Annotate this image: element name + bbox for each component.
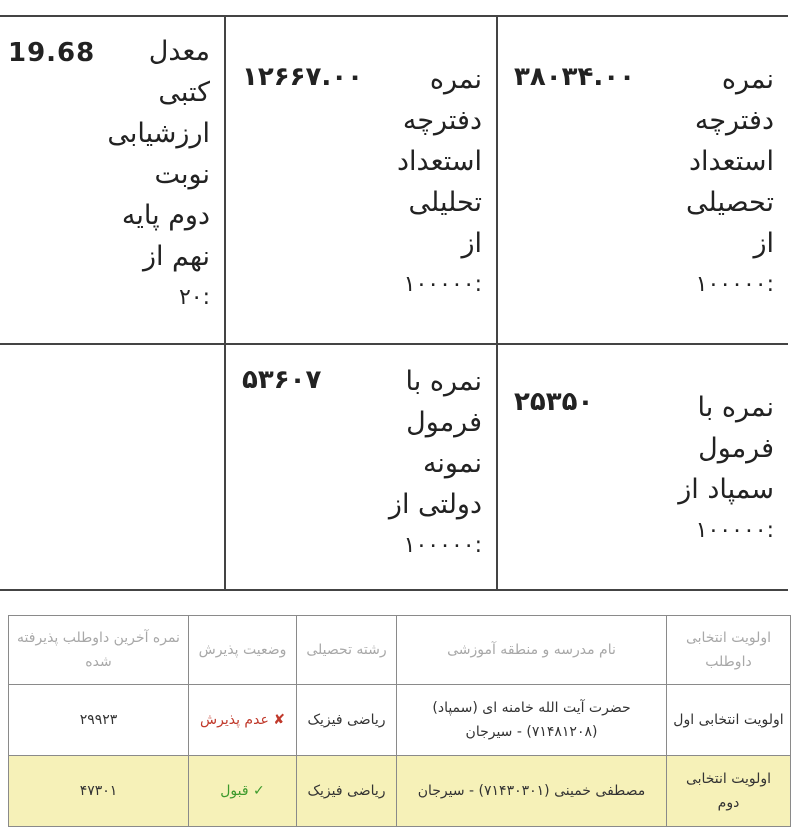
score-value: ۱۲۶۶۷.۰۰ [242, 62, 363, 92]
status-cell [189, 685, 297, 756]
score-cell-gpa [0, 17, 224, 343]
score-label: نمره دفترچه استعداد تحصیلی از :۱۰۰۰۰۰ [686, 64, 774, 297]
score-cell-tahsili [498, 17, 788, 343]
header-school: نام مدرسه و منطقه آموزشی [397, 616, 667, 685]
status-text: قبول [220, 783, 249, 799]
score-label: معدل کتبی ارزشیابی نوبت دوم پایه نهم از :۲۰ [107, 36, 210, 310]
check-icon: ✓ [253, 783, 265, 799]
admission-table [8, 615, 791, 827]
score-label: نمره با فرمول نمونه دولتی از :۱۰۰۰۰۰ [388, 366, 482, 558]
reject-icon: ✘ [273, 712, 285, 728]
score-cell-tahlili [226, 17, 496, 343]
score-value: 19.68 [8, 38, 96, 68]
header-priority: اولویت انتخابی داوطلب [667, 616, 791, 685]
table-row [9, 685, 791, 756]
last-score-cell: ۴۷۳۰۱ [9, 756, 189, 827]
score-label: نمره با فرمول سمپاد از :۱۰۰۰۰۰ [678, 392, 774, 543]
priority-cell: اولویت انتخابی اول [667, 685, 791, 756]
table-row-accepted [9, 756, 791, 827]
header-field: رشته تحصیلی [297, 616, 397, 685]
header-status: وضعیت پذیرش [189, 616, 297, 685]
field-cell: ریاضی فیزیک [297, 685, 397, 756]
header-last-score: نمره آخرین داوطلب پذیرفته شده [9, 616, 189, 685]
score-cell-sampad-formula [498, 345, 788, 589]
status-cell [189, 756, 297, 827]
score-cell-nemune-formula [226, 345, 496, 589]
scores-grid [0, 15, 788, 591]
score-label: نمره دفترچه استعداد تحلیلی از :۱۰۰۰۰۰ [397, 64, 482, 297]
school-cell: مصطفی خمینی (۷۱۴۳۰۳۰۱) - سیرجان [397, 756, 667, 827]
priority-cell: اولویت انتخابی دوم [667, 756, 791, 827]
status-text: عدم پذیرش [200, 712, 269, 728]
score-value: ۵۳۶۰۷ [242, 365, 322, 395]
score-value: ۳۸۰۳۴.۰۰ [514, 62, 635, 92]
empty-cell [0, 345, 224, 589]
last-score-cell: ۲۹۹۲۳ [9, 685, 189, 756]
field-cell: ریاضی فیزیک [297, 756, 397, 827]
school-cell: حضرت آیت الله خامنه ای (سمپاد) (۷۱۴۸۱۲۰۸) - سیرجان [397, 685, 667, 756]
score-value: ۲۵۳۵۰ [514, 387, 594, 417]
table-header-row [9, 616, 791, 685]
